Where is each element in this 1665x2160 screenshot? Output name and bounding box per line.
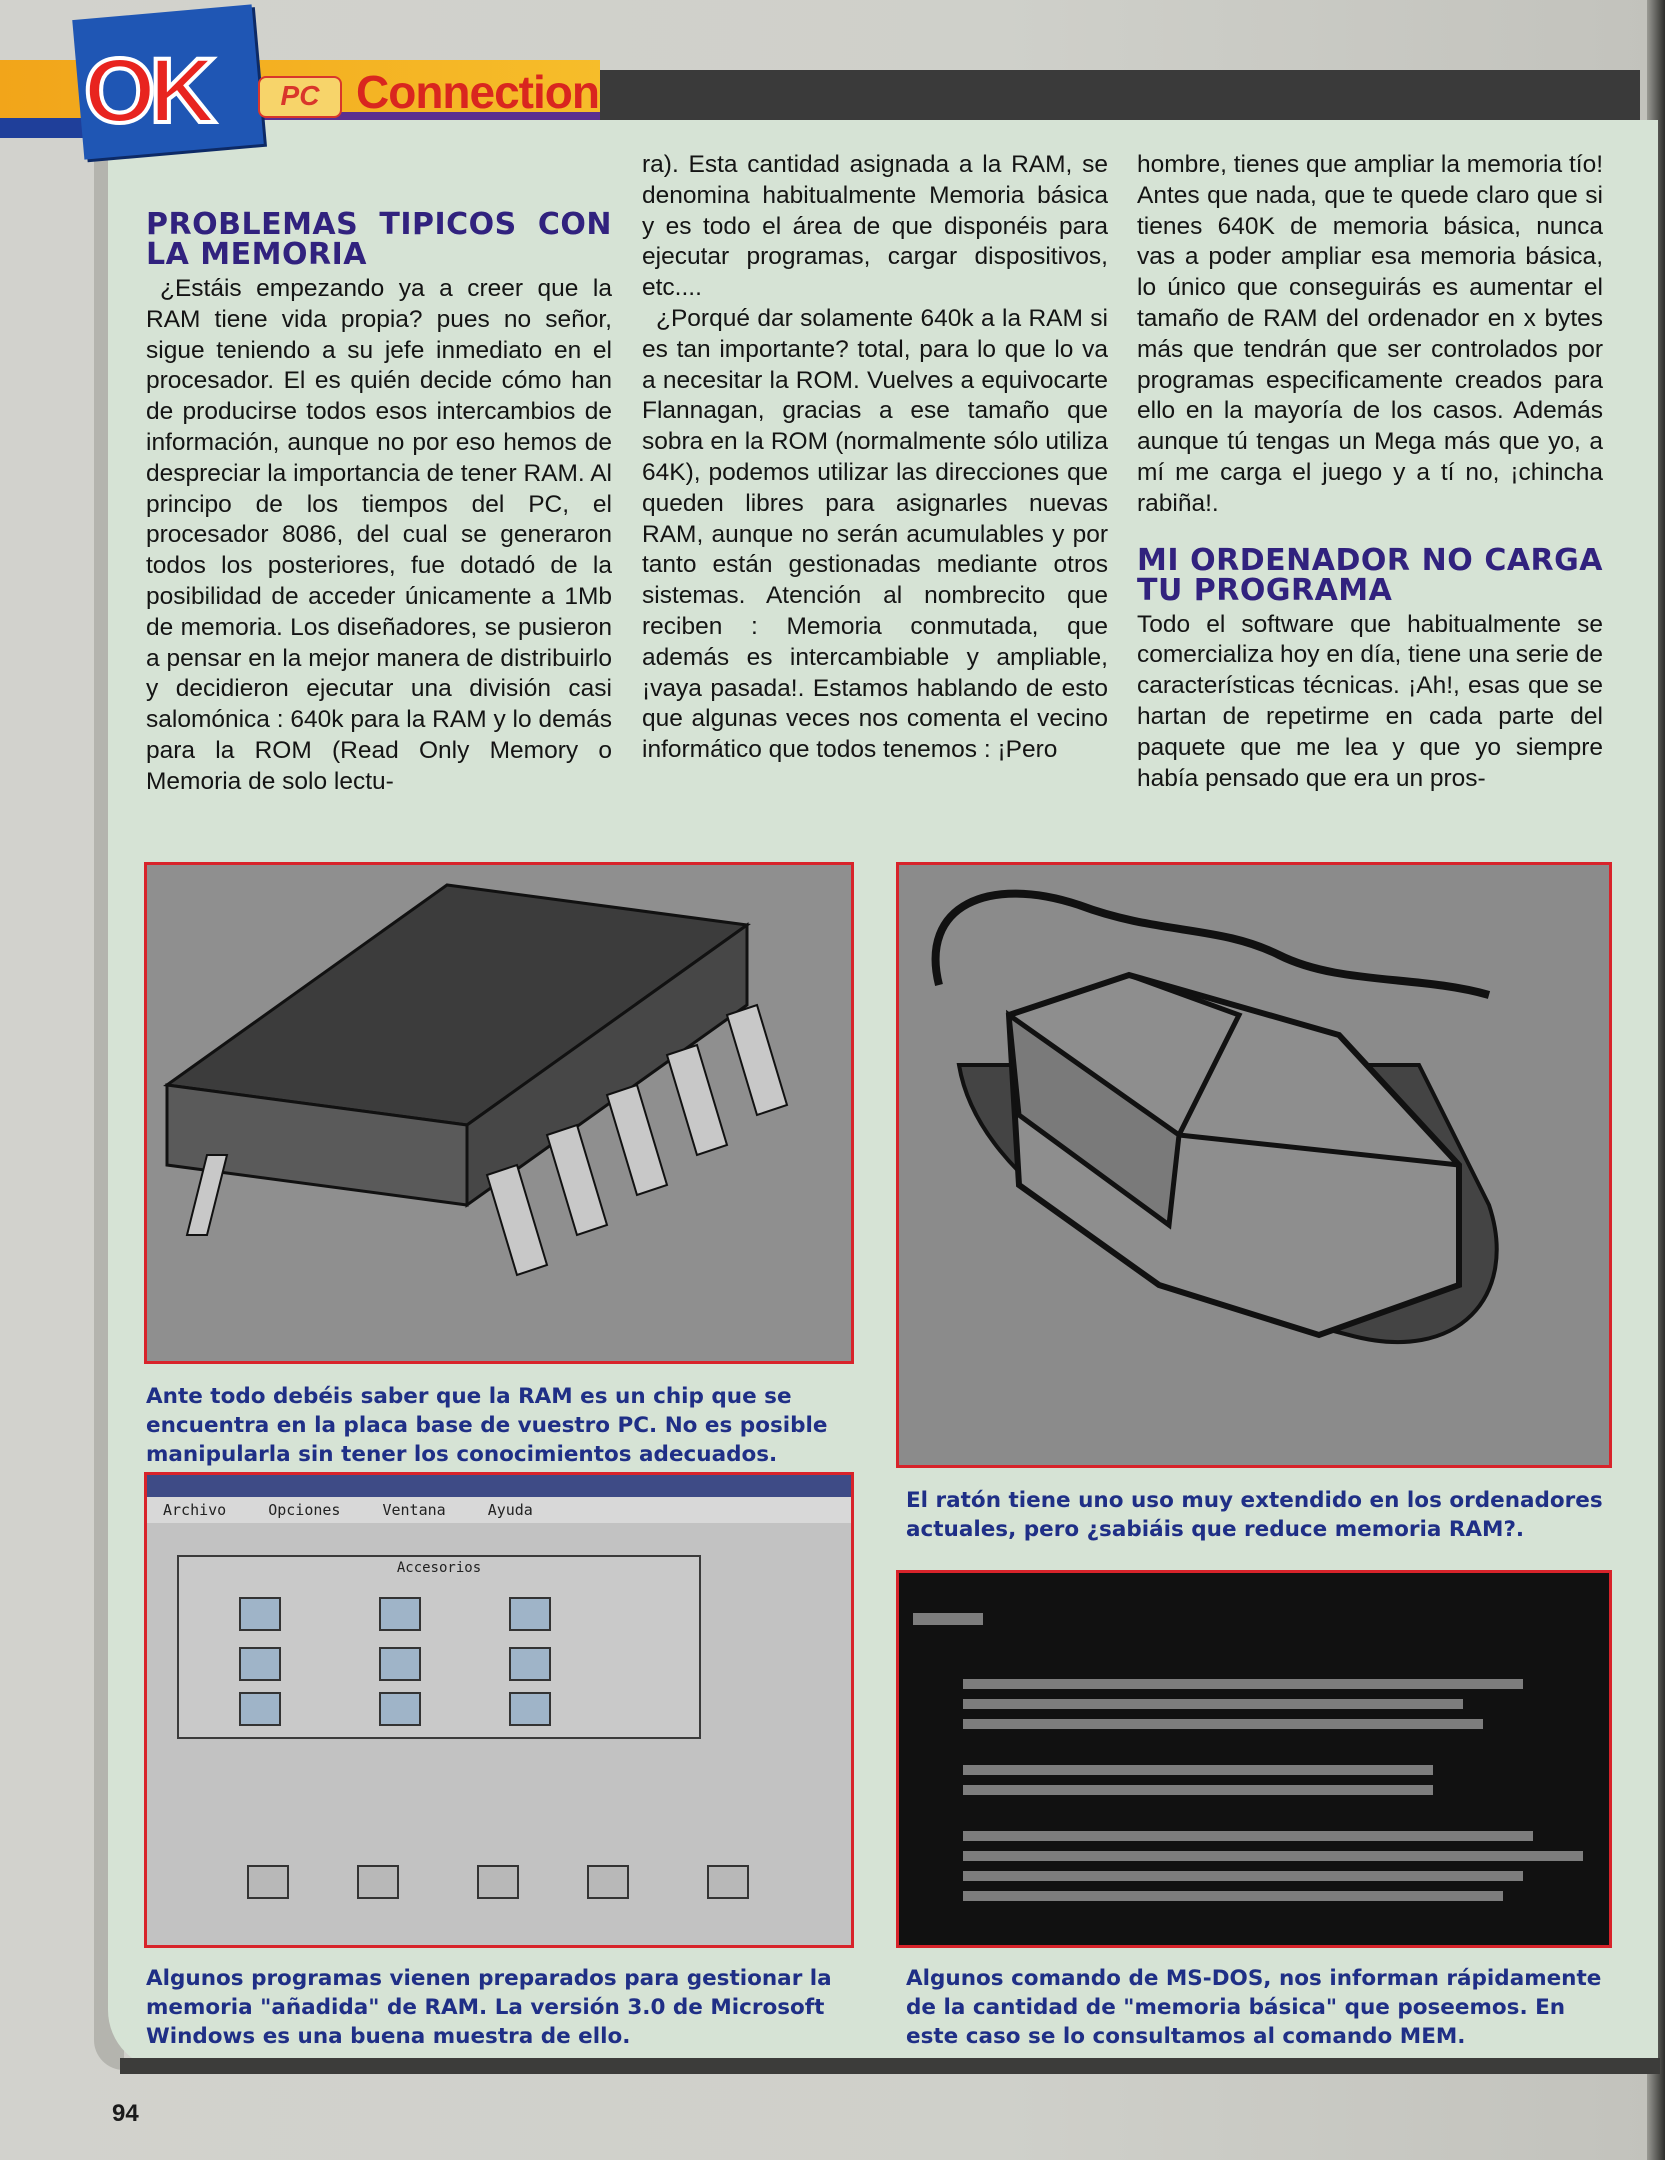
paintbrush-icon [509,1597,551,1631]
menu-ventana: Ventana [382,1501,446,1519]
ram-chip-illustration [147,865,851,1361]
program-group-window [177,1555,701,1739]
window-menubar [147,1497,851,1523]
paragraph: hombre, tienes que ampliar la memoria tío! Antes que nada, que te quede claro que si tienes 640K de memoria básica, nunca vas a poder ampliar esa memoria básica, lo único que conseguirás es aumentar el tamaño de RAM del ordenador en x bytes más que tendrán que ser controlados por programas especificamente creados para ello en la mayoría de los casos. Además aunque tú tengas un Mega más que yo, a mí me carga el juego y a tí no, ¡chincha rabiña!. [1137,151,1603,517]
menu-opciones: Opciones [268,1501,341,1519]
paragraph: ¿Porqué dar solamente 640k a la RAM si es tan importante? total, para lo que lo va a necesitar la ROM. Vuelves a equivocarte Flannagan, gracias a ese tamaño que sobra en la ROM (normalmente sólo utiliza 64K), podemos utilizar las direcciones que queden libres para asignarles nuevas RAM, aunque no serán acumulables y por tanto están gestionadas mediante otros sistemas. Atención al nombrecito que reciben : Memoria conmutada, que además es intercambiable y ampliable, ¡vaya pasada!. Estamos hablando de esto que algunas veces nos comenta el vecino informático que todos tenemos : ¡Pero [642,304,1108,764]
section-title: Connection [356,66,599,118]
column-1 [146,207,612,798]
group-icon-2 [357,1865,399,1899]
calendar-icon [379,1692,421,1726]
column-3 [1137,150,1603,794]
figure-dos-screenshot [896,1570,1612,1948]
paragraph: Todo el software que habitualmente se comercializa hoy en día, tiene una serie de características técnicas. ¡Ah!, esas que se hartan de repetirme en cada parte del paquete que me lea y que yo siempre había pensado que era un pros- [1137,610,1603,792]
terminal-icon [239,1647,281,1681]
clock-icon [239,1692,281,1726]
section-heading-programa: MI ORDENADOR NO CARGA TU PROGRAMA [1137,542,1603,608]
column-2 [642,150,1108,766]
menu-archivo: Archivo [163,1501,227,1519]
group-icon-5 [707,1865,749,1899]
program-group-title: Accesorios [396,1560,482,1576]
group-icon-3 [477,1865,519,1899]
write-icon [239,1597,281,1631]
logo-ok: OK [84,40,210,142]
figure-caption-windows: Algunos programas vienen preparados para gestionar la memoria "añadida" de RAM. La versión 3.0 de Microsoft Windows es una buena muestra de ello. [146,1966,832,2049]
bottom-bar [120,2058,1660,2074]
page-number: 94 [112,2100,139,2127]
group-icon-1 [247,1865,289,1899]
calculator-icon [509,1692,551,1726]
pc-badge: PC [258,76,342,118]
menu-ayuda: Ayuda [487,1501,533,1519]
figure-mouse [896,862,1612,1468]
paragraph: ra). Esta cantidad asignada a la RAM, se denomina habitualmente Memoria básica y es todo el área de que disponéis para ejecutar programas, cargar dispositivos, etc.... [642,151,1108,302]
mouse-illustration [899,865,1609,1465]
recorder-icon [509,1647,551,1681]
figure-ram-chip [144,862,854,1364]
figure-caption-chip: Ante todo debéis saber que la RAM es un chip que se encuentra en la placa base de vuestro PC. No es posible manipularla sin tener los conocimientos adecuados. [146,1384,828,1467]
window-titlebar [147,1475,851,1497]
cardfile-icon [379,1597,421,1631]
notepad-icon [379,1647,421,1681]
figure-windows-screenshot [144,1472,854,1948]
section-heading-memoria: PROBLEMAS TIPICOS CON LA MEMORIA [146,207,612,272]
figure-caption-mouse: El ratón tiene uno uso muy extendido en los ordenadores actuales, pero ¿sabiáis que reduce memoria RAM?. [906,1488,1603,1542]
paragraph: ¿Estáis empezando ya a creer que la RAM tiene vida propia? pues no señor, sigue teniendo a su jefe inmediato en el procesador. El es quién decide cómo han de producirse todos esos intercambios de información, aunque no por eso hemos de despreciar la importancia de tener RAM. Al principo de los tiempos del PC, el procesador 8086, del cual se generaron todos los posteriores, fue dotadó de la posibilidad de acceder únicamente a 1Mb de memoria. Los diseñadores, se pusieron a pensar en la mejor manera de distribuirlo y decidieron ejecutar una división casi salomónica : 640k para la RAM y lo demás para la ROM (Read Only Memory o Memoria de solo lectu- [146,275,612,795]
dos-screen-text [899,1573,1609,1945]
figure-caption-dos: Algunos comando de MS-DOS, nos informan rápidamente de la cantidad de "memoria básica" que poseemos. En este caso se lo consultamos al comando MEM. [906,1966,1602,2049]
group-icon-4 [587,1865,629,1899]
